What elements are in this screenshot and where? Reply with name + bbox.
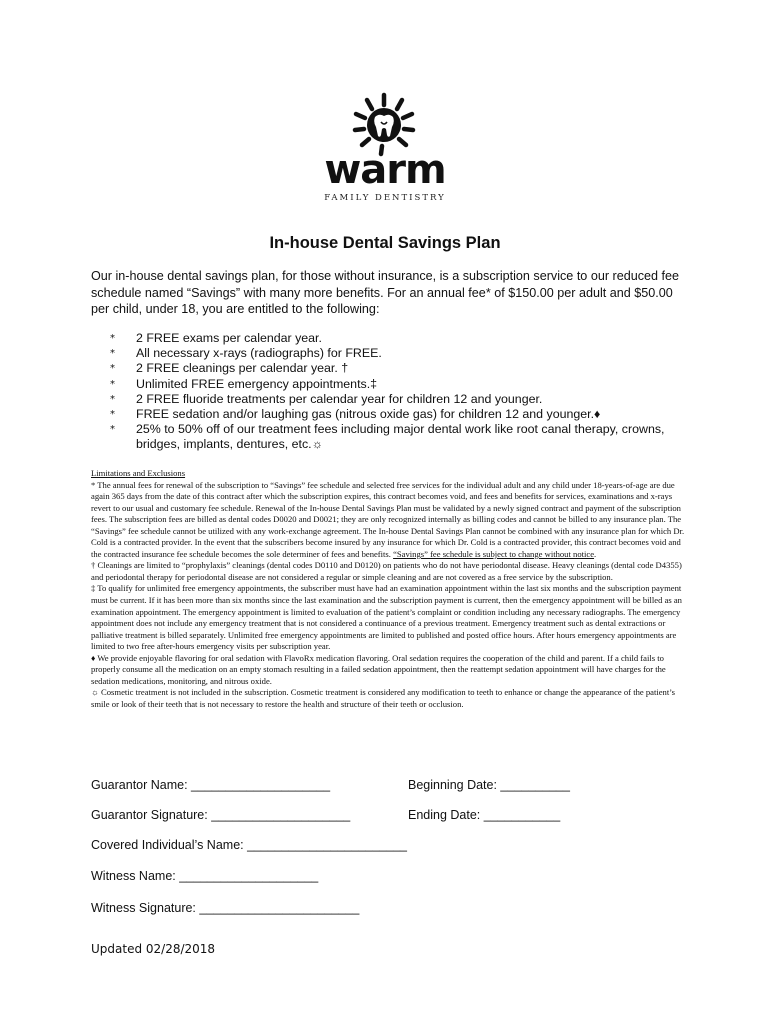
- covered-individual-field[interactable]: Covered Individual’s Name: _______________________: [91, 838, 407, 852]
- guarantor-signature-field[interactable]: Guarantor Signature: ____________________: [91, 808, 351, 822]
- benefit-text: 2 FREE exams per calendar year.: [136, 331, 322, 345]
- updated-date: Updated 02/28/2018: [91, 942, 216, 956]
- bullet-mark: *: [110, 333, 115, 344]
- annual-fee-text: * The annual fees for renewal of the subscription to “Savings” fee schedule and selected free services for the individual adult and any child under 18-years-of-age are due again 365 days from the date of this contract after which the subscription expires, this contract becomes void, and fees and benefits for services, examinations and x-rays revert to our usual and customary fee schedule. Renewal of the In-house Dental Savings Plan must be validated by a newly signed contract and payment of the subscription fees. The subscription fees are billed as dental codes D0020 and D0021; they are only recognized internally as billing codes and cannot be billed to any insurance plan. The “Savings” fee schedule cannot be utilized with any work-exchange agreement. The In-house Dental Savings Plan cannot be combined with any insurance plan for which Dr. Cold is a contracted provider. In the event that the subscribers become insured by any insurance for which Dr. Cold is a contracted provider, this contract becomes void and the contracted insurance fee schedule becomes the sole determiner of fees and benefits.: [91, 479, 685, 559]
- limitations-section: [91, 468, 691, 710]
- list-item: [110, 392, 700, 407]
- benefit-text: FREE sedation and/or laughing gas (nitrous oxide gas) for children 12 and younger.♦: [136, 407, 601, 422]
- bullet-mark: *: [110, 378, 115, 390]
- benefit-text: 25% to 50% off of our treatment fees including major dental work like root canal therapy, crowns, bridges, implants, dentures, etc.☼: [136, 422, 665, 452]
- witness-signature-field[interactable]: Witness Signature: _______________________: [91, 901, 360, 915]
- sentence-end: .: [594, 548, 597, 559]
- limitations-emergency: ‡ To qualify for unlimited free emergency appointments, the subscriber must have had an examination appointment within the last six months and the subscription payment must be current. If it has been more than six months since the last examination and the subscription payment is current, then the emergency appointment will be billed as an examination appointment. The emergency appointment is limited to evaluation of the patient’s complaint or condition including any necessary radiographs. The emergency appointment does not include any emergency treatment that is not considered a continuance of a previous treatment. Emergency treatment such as dental extractions or palliative treatment is billed separately. Unlimited free emergency appointments are limited to published and posted office hours. After hours emergency appointments are limited to two free after-hours emergency visits per subscription year.: [91, 583, 682, 652]
- benefit-text: 2 FREE cleanings per calendar year. †: [136, 361, 349, 376]
- list-item: [110, 346, 700, 361]
- benefits-list: [110, 331, 700, 453]
- benefit-text: 2 FREE fluoride treatments per calendar year for children 12 and younger.: [136, 391, 543, 406]
- logo-subtitle: FAMILY DENTISTRY: [324, 193, 446, 203]
- list-item: [110, 361, 700, 376]
- bullet-mark: *: [110, 393, 115, 405]
- list-item: [110, 377, 700, 392]
- limitations-annual-fee: [91, 480, 691, 561]
- document-title: In-house Dental Savings Plan: [269, 234, 501, 252]
- list-item: [110, 331, 700, 346]
- logo-wordmark: warm: [324, 147, 446, 193]
- bullet-mark: *: [110, 363, 115, 375]
- benefit-text: Unlimited FREE emergency appointments.‡: [136, 376, 378, 391]
- ending-date-field[interactable]: Ending Date: ___________: [408, 808, 561, 822]
- limitations-cleanings: † Cleanings are limited to “prophylaxis” cleanings (dental codes D0110 and D0120) on patients who do not have periodontal disease. Heavy cleanings (dental code D4355) and periodontal therapy for periodontal disease are not considered a regular or simple cleaning and are not covered as a free service by the subscription.: [91, 560, 682, 582]
- fee-schedule-change-notice: “Savings” fee schedule is subject to change without notice: [393, 548, 595, 559]
- bullet-mark: *: [110, 409, 115, 421]
- bullet-mark: *: [110, 348, 115, 360]
- list-item: [110, 422, 700, 452]
- benefit-text: All necessary x-rays (radiographs) for FREE.: [136, 346, 382, 361]
- bullet-mark: *: [110, 424, 115, 436]
- limitations-heading: Limitations and Exclusions: [91, 468, 186, 478]
- intro-paragraph: Our in-house dental savings plan, for those without insurance, is a subscription service to our reduced fee schedule named “Savings” with many more benefits. For an annual fee* of $150.00 per adult and $50.00 per child, under 18, you are entitled to the following:: [91, 269, 680, 316]
- limitations-cosmetic: ☼ Cosmetic treatment is not included in the subscription. Cosmetic treatment is considered any modification to teeth to enhance or change the appearance of the patient’s smile or look of their teeth that is not necessary to restore the health and structure of their teeth or occlusion.: [91, 687, 675, 709]
- beginning-date-field[interactable]: Beginning Date: __________: [408, 778, 570, 792]
- list-item: [110, 407, 700, 422]
- witness-name-field[interactable]: Witness Name: ____________________: [91, 869, 319, 883]
- limitations-sedation: ♦ We provide enjoyable flavoring for oral sedation with FlavoRx medication flavoring. Oral sedation requires the cooperation of the child and parent. If a child fails to properly consume all the medication on an empty stomach resulting in a failed sedation appointment, then the reattempt sedation appointment will have charges for the sedation medications, monitoring, and nitrous oxide.: [91, 652, 666, 686]
- practice-logo: [306, 92, 464, 210]
- guarantor-name-field[interactable]: Guarantor Name: ____________________: [91, 778, 331, 792]
